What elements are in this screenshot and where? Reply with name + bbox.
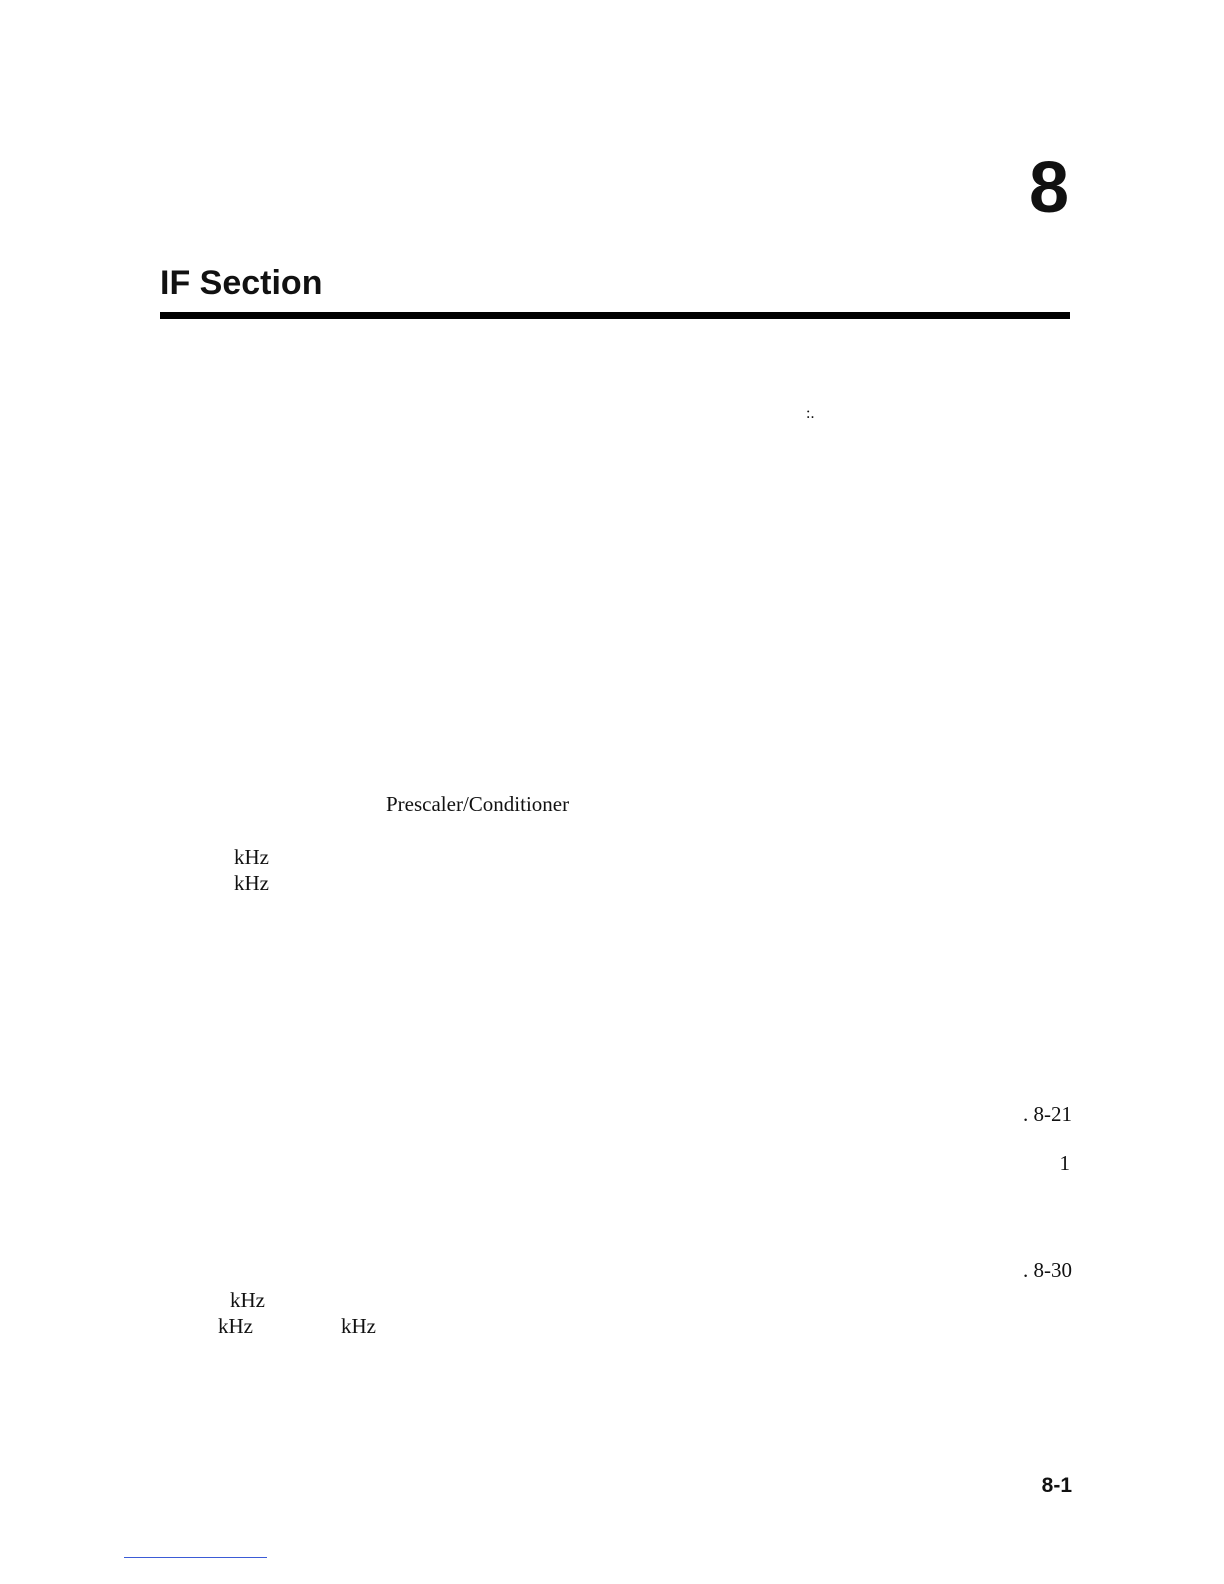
footer-link-line [124,1557,267,1558]
khz-label: kHz [230,1288,265,1312]
page-reference: . 8-21 [1023,1102,1072,1126]
therefore-mark: :. [806,405,815,422]
khz-label: kHz [234,845,269,869]
khz-label: kHz [341,1314,376,1338]
khz-label: kHz [218,1314,253,1338]
khz-label: kHz [234,871,269,895]
chapter-number: 8 [1028,148,1068,228]
prescaler-text: Prescaler/Conditioner [386,792,570,816]
page-folio: 8-1 [1041,1474,1072,1497]
page-reference-digit: 1 [1059,1151,1070,1175]
page-reference: . 8-30 [1023,1258,1072,1282]
chapter-title: IF Section [160,264,323,302]
title-rule [160,312,1070,319]
